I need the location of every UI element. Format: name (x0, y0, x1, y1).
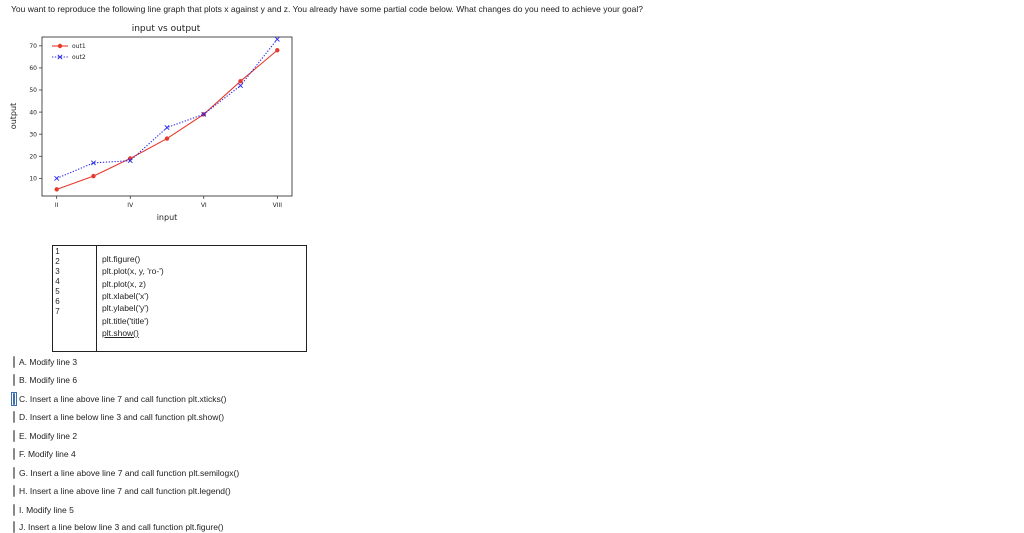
line-number: 4 (55, 277, 60, 286)
y-tick-label: 20 (29, 153, 37, 161)
checkbox[interactable] (13, 504, 15, 516)
data-point (275, 48, 279, 52)
data-point (55, 187, 59, 191)
option-label: H. Insert a line above line 7 and call function plt.legend() (19, 486, 231, 496)
option-label: E. Modify line 2 (19, 431, 78, 441)
option-label: D. Insert a line below line 3 and call function plt.show() (19, 412, 225, 422)
x-tick-label: II (54, 202, 59, 209)
code-line: plt.figure() (102, 254, 141, 264)
option-j[interactable] (13, 521, 224, 533)
line-chart (0, 20, 330, 230)
y-axis-ticks (29, 43, 42, 183)
y-axis-label: output (9, 102, 18, 130)
option-i[interactable] (13, 504, 74, 516)
option-label: B. Modify line 6 (19, 375, 78, 385)
x-axis-ticks (55, 196, 282, 209)
checkbox[interactable] (13, 430, 15, 442)
data-point (238, 79, 242, 83)
line-number: 6 (55, 297, 60, 306)
option-label: G. Insert a line above line 7 and call function plt.semilogx() (19, 468, 240, 478)
legend-label: out2 (72, 54, 86, 62)
option-d[interactable] (13, 411, 224, 423)
checkbox[interactable] (13, 411, 15, 423)
line-number: 3 (55, 267, 60, 276)
y-tick-label: 50 (29, 87, 37, 95)
line-number: 1 (55, 247, 60, 256)
option-a[interactable] (13, 356, 77, 368)
chart-title: input vs output (131, 24, 201, 34)
line-number: 5 (55, 287, 60, 296)
y-tick-label: 40 (29, 109, 37, 117)
option-b[interactable] (13, 374, 77, 386)
option-label: F. Modify line 4 (19, 449, 76, 459)
checkbox[interactable] (13, 521, 15, 533)
y-tick-label: 70 (29, 43, 37, 51)
x-tick-label: VI (200, 202, 207, 209)
x-axis-label: input (156, 213, 178, 222)
legend-label: out1 (72, 43, 86, 51)
data-point (165, 136, 169, 140)
checkbox[interactable] (13, 356, 15, 368)
code-line: plt.show() (102, 328, 139, 338)
y-tick-label: 60 (29, 65, 37, 73)
option-label: C. Insert a line above line 7 and call function plt.xticks() (19, 394, 227, 404)
option-h[interactable] (13, 485, 231, 497)
question-text: You want to reproduce the following line graph that plots x against y and z. You already have some partial code below. What changes do you need to achieve your goal? (11, 4, 643, 14)
code-line: plt.plot(x, y, 'ro-') (102, 266, 164, 276)
option-e[interactable] (13, 430, 77, 442)
option-c[interactable] (13, 393, 226, 405)
code-line: plt.ylabel('y') (102, 303, 149, 313)
line-number: 7 (55, 307, 60, 316)
line-number-gutter (53, 246, 97, 351)
y-tick-label: 10 (29, 175, 37, 183)
option-label: A. Modify line 3 (19, 357, 78, 367)
option-f[interactable] (13, 448, 76, 460)
checkbox[interactable] (13, 448, 15, 460)
checkbox[interactable] (13, 393, 15, 405)
checkbox[interactable] (13, 485, 15, 497)
checkbox[interactable] (13, 374, 15, 386)
code-line: plt.title('title') (102, 316, 149, 326)
option-g[interactable] (13, 467, 239, 479)
option-label: J. Insert a line below line 3 and call function plt.figure() (19, 522, 224, 532)
y-tick-label: 30 (29, 131, 37, 139)
code-line: plt.xlabel('x') (102, 291, 149, 301)
x-tick-label: IV (127, 202, 134, 209)
line-number: 2 (55, 257, 60, 266)
code-line: plt.plot(x, z) (102, 279, 146, 289)
option-label: I. Modify line 5 (19, 505, 74, 515)
code-listing (52, 245, 307, 352)
x-tick-label: VIII (272, 202, 283, 209)
legend-marker (58, 44, 62, 48)
checkbox[interactable] (13, 467, 15, 479)
data-point (91, 174, 95, 178)
